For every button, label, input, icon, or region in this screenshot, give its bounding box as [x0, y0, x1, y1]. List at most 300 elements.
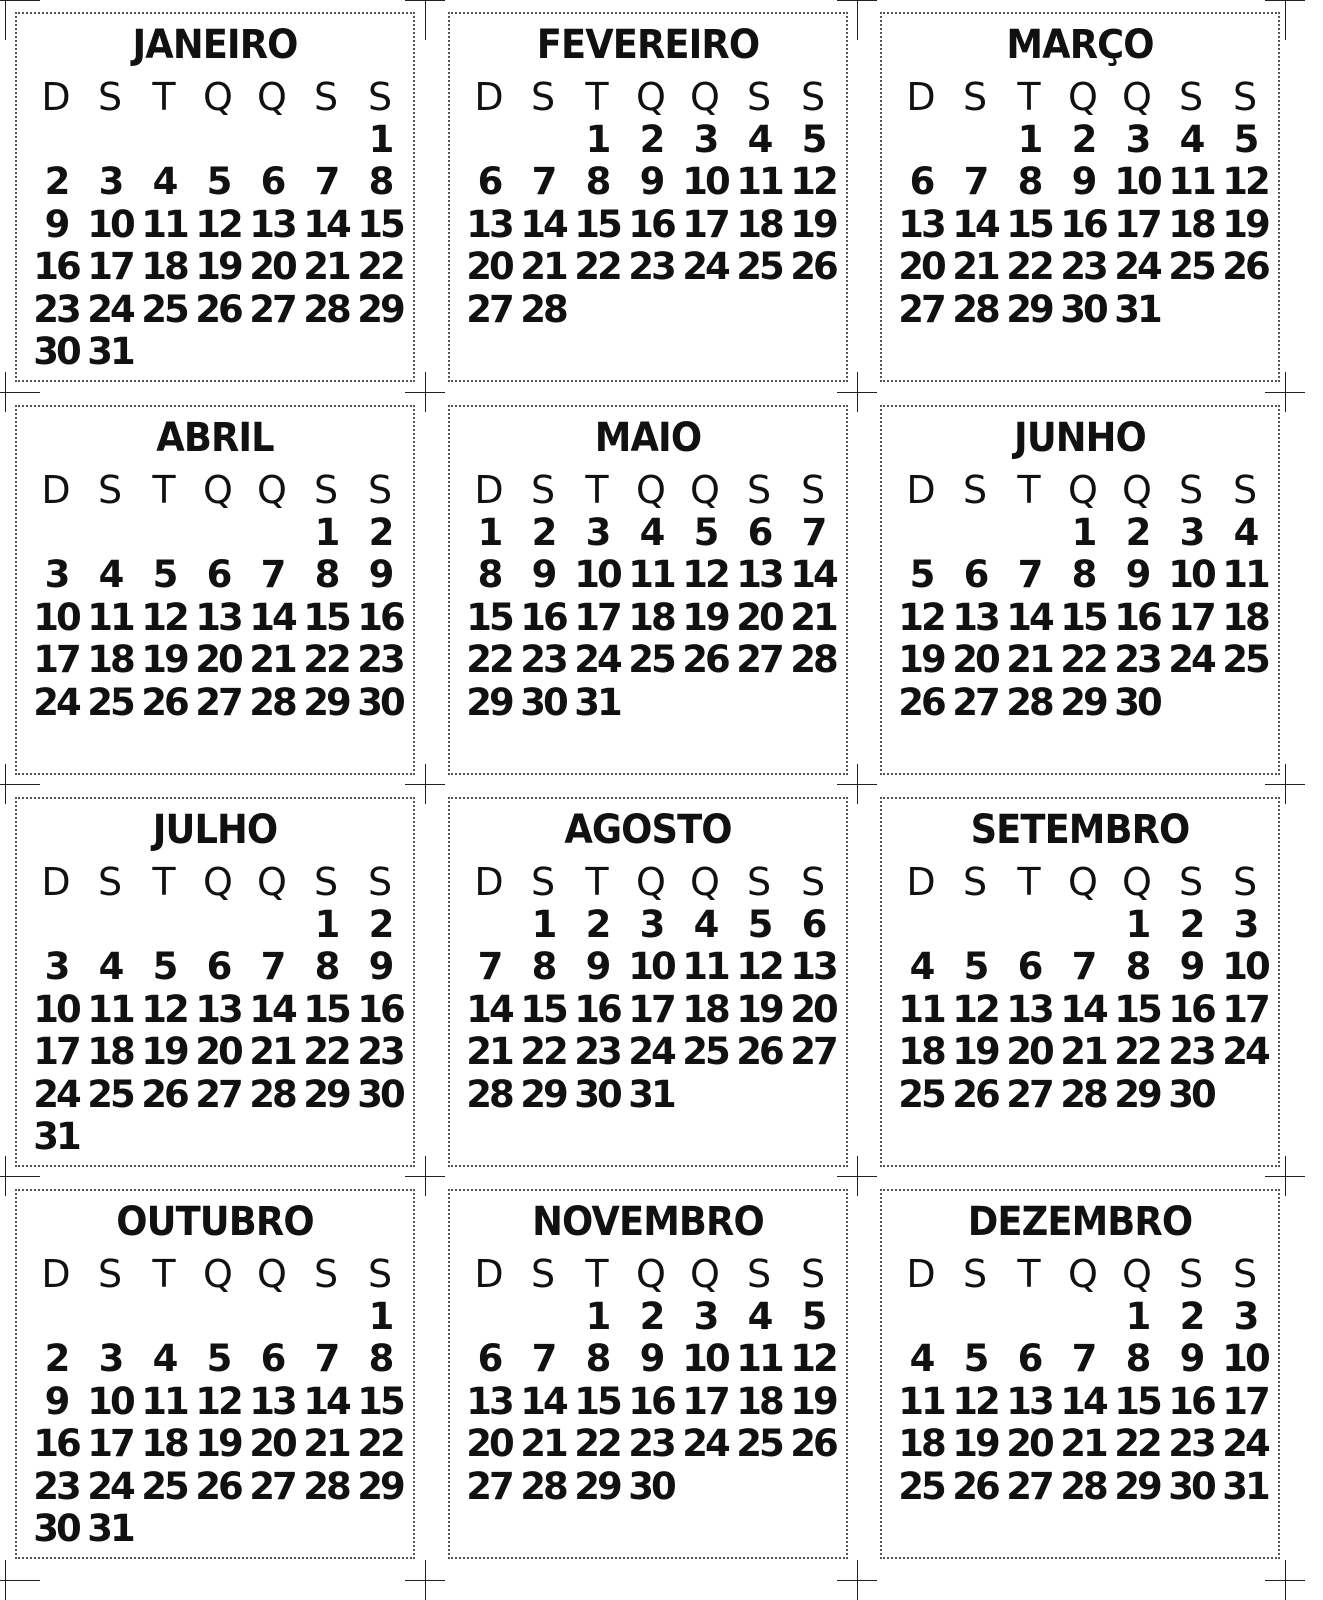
weekday-header: T: [152, 468, 176, 513]
week-row: [29, 946, 401, 989]
weekday-header: S: [1232, 1252, 1258, 1297]
weekday-header: S: [1178, 1252, 1204, 1297]
day-grid: [894, 76, 1266, 331]
month-title: JANEIRO: [132, 22, 298, 68]
day-cell: 25: [141, 1464, 187, 1508]
day-cell: 12: [736, 945, 782, 989]
day-cell: 3: [1125, 117, 1149, 161]
week-row: [462, 1338, 834, 1381]
day-cell: 9: [44, 1379, 68, 1423]
day-cell: 15: [1006, 202, 1052, 246]
day-cell: 11: [141, 202, 187, 246]
week-row: [894, 989, 1266, 1032]
day-cell: 18: [141, 1422, 187, 1466]
crop-mark: [0, 392, 40, 393]
crop-mark: [857, 372, 858, 412]
weekday-header: Q: [690, 468, 720, 513]
day-cell: 16: [520, 595, 566, 639]
day-cell: 22: [303, 1030, 349, 1074]
day-cell: 20: [1006, 1422, 1052, 1466]
day-cell: 4: [152, 1337, 176, 1381]
day-cell: 14: [466, 987, 512, 1031]
day-cell: 19: [736, 987, 782, 1031]
weekday-header: S: [1178, 75, 1204, 120]
day-cell: 24: [1114, 245, 1160, 289]
day-cell: 8: [1071, 553, 1095, 597]
day-cell: 9: [1179, 945, 1203, 989]
day-cell: 22: [574, 245, 620, 289]
weekday-header: Q: [203, 75, 233, 120]
day-cell: 26: [790, 245, 836, 289]
day-cell: 31: [87, 1507, 133, 1551]
week-row: [894, 639, 1266, 682]
day-cell: 9: [639, 160, 663, 204]
day-cell: 10: [1114, 160, 1160, 204]
day-cell: 6: [260, 160, 284, 204]
day-cell: 4: [693, 902, 717, 946]
week-row: [29, 904, 401, 947]
day-cell: 3: [639, 902, 663, 946]
day-cell: 13: [195, 987, 241, 1031]
day-cell: 7: [801, 510, 825, 554]
day-cell: 18: [628, 595, 674, 639]
day-cell: 14: [249, 595, 295, 639]
weekday-header: D: [906, 468, 936, 513]
weekday-header: S: [97, 468, 123, 513]
day-cell: 11: [898, 1379, 944, 1423]
day-cell: 6: [477, 160, 501, 204]
weekday-header: S: [962, 75, 988, 120]
day-cell: 4: [639, 510, 663, 554]
day-cell: 24: [574, 638, 620, 682]
weekday-header: D: [906, 1252, 936, 1297]
day-cell: 21: [303, 1422, 349, 1466]
day-cell: 7: [260, 945, 284, 989]
day-cell: 7: [531, 1337, 555, 1381]
weekday-header: D: [41, 1252, 71, 1297]
day-cell: 13: [790, 945, 836, 989]
day-cell: 28: [249, 680, 295, 724]
day-cell: 26: [736, 1030, 782, 1074]
day-cell: 9: [368, 553, 392, 597]
day-cell: 16: [357, 595, 403, 639]
day-cell: 27: [195, 680, 241, 724]
day-cell: 28: [303, 1464, 349, 1508]
weekday-header: S: [97, 860, 123, 905]
day-cell: 25: [141, 287, 187, 331]
weekday-header: D: [41, 860, 71, 905]
day-cell: 11: [682, 945, 728, 989]
day-cell: 9: [1071, 160, 1095, 204]
day-cell: 18: [1168, 202, 1214, 246]
day-cell: 27: [466, 287, 512, 331]
day-cell: 26: [952, 1464, 998, 1508]
day-cell: 5: [1233, 117, 1257, 161]
weekday-header: S: [367, 75, 393, 120]
day-cell: 10: [87, 1379, 133, 1423]
weekday-header-row: [462, 1253, 834, 1296]
weekday-header: D: [41, 75, 71, 120]
weekday-header-row: [462, 469, 834, 512]
day-cell: 10: [33, 595, 79, 639]
week-row: [29, 119, 401, 162]
weekday-header: S: [800, 75, 826, 120]
day-cell: 21: [249, 1030, 295, 1074]
crop-mark: [5, 764, 6, 804]
weekday-header: T: [152, 75, 176, 120]
day-cell: 8: [1125, 945, 1149, 989]
weekday-header: S: [530, 468, 556, 513]
day-cell: 23: [1114, 638, 1160, 682]
day-cell: 15: [520, 987, 566, 1031]
day-cell: 30: [357, 1072, 403, 1116]
day-cell: 13: [466, 202, 512, 246]
month-title: ABRIL: [156, 415, 274, 461]
day-cell: 11: [1222, 553, 1268, 597]
day-cell: 3: [44, 945, 68, 989]
weekday-header: T: [152, 1252, 176, 1297]
weekday-header-row: [894, 1253, 1266, 1296]
day-cell: 12: [898, 595, 944, 639]
day-cell: 1: [1017, 117, 1041, 161]
day-cell: 8: [531, 945, 555, 989]
day-grid: [462, 76, 834, 331]
month-card-3: [880, 12, 1280, 382]
week-row: [462, 989, 834, 1032]
day-cell: 3: [44, 553, 68, 597]
day-cell: 28: [520, 287, 566, 331]
day-cell: 2: [44, 160, 68, 204]
day-cell: 24: [1222, 1030, 1268, 1074]
day-cell: 27: [195, 1072, 241, 1116]
day-cell: 1: [1125, 902, 1149, 946]
day-cell: 6: [909, 160, 933, 204]
day-cell: 31: [87, 330, 133, 374]
day-cell: 27: [1006, 1072, 1052, 1116]
day-grid: [894, 1253, 1266, 1508]
day-cell: 10: [682, 1337, 728, 1381]
day-cell: 27: [249, 1464, 295, 1508]
month-title: SETEMBRO: [970, 807, 1190, 853]
day-cell: 16: [574, 987, 620, 1031]
day-cell: 25: [87, 1072, 133, 1116]
weekday-header-row: [462, 76, 834, 119]
weekday-header: Q: [257, 1252, 287, 1297]
day-cell: 29: [520, 1072, 566, 1116]
weekday-header: D: [474, 75, 504, 120]
weekday-header: Q: [1122, 860, 1152, 905]
weekday-header: S: [1178, 860, 1204, 905]
day-grid: [894, 469, 1266, 724]
weekday-header: Q: [636, 75, 666, 120]
day-cell: 28: [1006, 680, 1052, 724]
day-cell: 24: [87, 1464, 133, 1508]
day-cell: 8: [368, 160, 392, 204]
day-cell: 3: [1233, 902, 1257, 946]
day-cell: 29: [1060, 680, 1106, 724]
day-cell: 21: [520, 1422, 566, 1466]
weekday-header: D: [906, 860, 936, 905]
day-cell: 27: [952, 680, 998, 724]
crop-mark: [425, 1156, 426, 1196]
day-cell: 5: [152, 553, 176, 597]
day-cell: 20: [736, 595, 782, 639]
day-cell: 21: [520, 245, 566, 289]
day-cell: 10: [87, 202, 133, 246]
week-row: [29, 512, 401, 555]
week-row: [894, 554, 1266, 597]
day-cell: 21: [1006, 638, 1052, 682]
day-grid: [29, 469, 401, 724]
week-row: [894, 246, 1266, 289]
week-row: [29, 989, 401, 1032]
day-cell: 29: [466, 680, 512, 724]
day-cell: 16: [1114, 595, 1160, 639]
day-cell: 5: [206, 160, 230, 204]
day-cell: 13: [249, 1379, 295, 1423]
day-cell: 8: [368, 1337, 392, 1381]
day-cell: 29: [574, 1464, 620, 1508]
day-cell: 20: [249, 1422, 295, 1466]
day-cell: 10: [682, 160, 728, 204]
crop-mark: [1285, 1560, 1286, 1600]
day-cell: 31: [628, 1072, 674, 1116]
day-cell: 5: [152, 945, 176, 989]
day-cell: 30: [520, 680, 566, 724]
day-cell: 15: [1114, 1379, 1160, 1423]
day-cell: 5: [206, 1337, 230, 1381]
day-cell: 14: [520, 202, 566, 246]
day-cell: 18: [141, 245, 187, 289]
week-row: [29, 1031, 401, 1074]
day-cell: 25: [898, 1464, 944, 1508]
day-cell: 12: [195, 202, 241, 246]
day-cell: 10: [33, 987, 79, 1031]
day-cell: 10: [574, 553, 620, 597]
week-row: [462, 119, 834, 162]
day-cell: 19: [1222, 202, 1268, 246]
day-cell: 2: [639, 117, 663, 161]
month-card-8: [448, 797, 848, 1167]
day-cell: 16: [628, 202, 674, 246]
day-cell: 4: [747, 117, 771, 161]
weekday-header-row: [894, 861, 1266, 904]
day-cell: 4: [152, 160, 176, 204]
week-row: [894, 1466, 1266, 1509]
weekday-header-row: [894, 76, 1266, 119]
day-cell: 31: [574, 680, 620, 724]
day-cell: 20: [195, 1030, 241, 1074]
day-cell: 25: [1168, 245, 1214, 289]
day-cell: 23: [628, 245, 674, 289]
day-grid: [29, 1253, 401, 1551]
crop-mark: [425, 372, 426, 412]
day-cell: 31: [1114, 287, 1160, 331]
day-cell: 26: [1222, 245, 1268, 289]
day-cell: 18: [87, 1030, 133, 1074]
week-row: [462, 639, 834, 682]
day-grid: [894, 861, 1266, 1116]
day-cell: 22: [303, 638, 349, 682]
day-cell: 9: [368, 945, 392, 989]
day-cell: 4: [98, 553, 122, 597]
month-title: AGOSTO: [564, 807, 732, 853]
day-cell: 1: [585, 1294, 609, 1338]
week-row: [462, 554, 834, 597]
weekday-header: T: [152, 860, 176, 905]
day-cell: 11: [736, 1337, 782, 1381]
day-cell: 14: [303, 202, 349, 246]
week-row: [462, 512, 834, 555]
month-title: OUTUBRO: [116, 1199, 314, 1245]
day-cell: 13: [898, 202, 944, 246]
day-cell: 14: [249, 987, 295, 1031]
week-row: [462, 246, 834, 289]
weekday-header-row: [29, 861, 401, 904]
day-cell: 13: [466, 1379, 512, 1423]
week-row: [29, 1381, 401, 1424]
weekday-header: T: [1017, 860, 1041, 905]
day-cell: 5: [801, 117, 825, 161]
weekday-header: S: [530, 1252, 556, 1297]
day-cell: 8: [1017, 160, 1041, 204]
day-cell: 16: [1168, 987, 1214, 1031]
day-cell: 17: [87, 245, 133, 289]
day-cell: 5: [963, 945, 987, 989]
day-cell: 25: [736, 1422, 782, 1466]
day-cell: 13: [952, 595, 998, 639]
day-cell: 20: [952, 638, 998, 682]
day-cell: 27: [790, 1030, 836, 1074]
week-row: [29, 1074, 401, 1117]
week-row: [29, 639, 401, 682]
day-cell: 11: [1168, 160, 1214, 204]
crop-mark: [857, 764, 858, 804]
weekday-header: S: [97, 75, 123, 120]
day-cell: 17: [1222, 987, 1268, 1031]
week-row: [29, 161, 401, 204]
weekday-header: S: [800, 860, 826, 905]
day-cell: 12: [141, 987, 187, 1031]
day-cell: 20: [466, 245, 512, 289]
month-card-12: [880, 1189, 1280, 1559]
day-cell: 9: [1125, 553, 1149, 597]
weekday-header: Q: [1068, 468, 1098, 513]
day-cell: 2: [368, 510, 392, 554]
day-cell: 26: [195, 1464, 241, 1508]
month-card-7: [15, 797, 415, 1167]
week-row: [894, 597, 1266, 640]
weekday-header: S: [962, 1252, 988, 1297]
day-cell: 12: [790, 160, 836, 204]
weekday-header: Q: [690, 860, 720, 905]
week-row: [462, 1296, 834, 1339]
day-cell: 17: [682, 202, 728, 246]
day-cell: 22: [357, 1422, 403, 1466]
weekday-header: S: [1232, 860, 1258, 905]
weekday-header: Q: [1068, 1252, 1098, 1297]
weekday-header: Q: [1068, 75, 1098, 120]
day-cell: 22: [357, 245, 403, 289]
day-cell: 16: [628, 1379, 674, 1423]
day-cell: 24: [1222, 1422, 1268, 1466]
day-cell: 6: [206, 553, 230, 597]
crop-mark: [1285, 764, 1286, 804]
day-cell: 27: [249, 287, 295, 331]
month-card-9: [880, 797, 1280, 1167]
month-card-6: [880, 405, 1280, 775]
weekday-header: S: [962, 860, 988, 905]
day-cell: 8: [477, 553, 501, 597]
day-cell: 15: [357, 202, 403, 246]
day-cell: 10: [1222, 1337, 1268, 1381]
month-title: FEVEREIRO: [536, 22, 760, 68]
day-cell: 12: [952, 987, 998, 1031]
week-row: [894, 204, 1266, 247]
day-cell: 15: [303, 595, 349, 639]
day-cell: 18: [898, 1422, 944, 1466]
day-cell: 25: [682, 1030, 728, 1074]
day-cell: 15: [574, 1379, 620, 1423]
day-cell: 19: [952, 1422, 998, 1466]
day-cell: 27: [1006, 1464, 1052, 1508]
crop-mark: [0, 1580, 40, 1581]
weekday-header: S: [800, 468, 826, 513]
week-row: [462, 1381, 834, 1424]
day-cell: 25: [898, 1072, 944, 1116]
day-cell: 9: [639, 1337, 663, 1381]
day-cell: 11: [628, 553, 674, 597]
day-cell: 22: [1114, 1030, 1160, 1074]
crop-mark: [857, 1560, 858, 1600]
month-title: DEZEMBRO: [967, 1199, 1193, 1245]
weekday-header: S: [367, 1252, 393, 1297]
weekday-header: T: [585, 75, 609, 120]
day-cell: 28: [952, 287, 998, 331]
day-cell: 14: [790, 553, 836, 597]
day-cell: 26: [952, 1072, 998, 1116]
day-cell: 23: [628, 1422, 674, 1466]
day-cell: 6: [747, 510, 771, 554]
day-cell: 12: [141, 595, 187, 639]
week-row: [29, 1338, 401, 1381]
day-cell: 3: [585, 510, 609, 554]
day-cell: 23: [357, 1030, 403, 1074]
week-row: [894, 682, 1266, 725]
week-row: [462, 597, 834, 640]
day-cell: 12: [790, 1337, 836, 1381]
month-title: MARÇO: [1006, 22, 1154, 68]
day-cell: 19: [141, 1030, 187, 1074]
day-cell: 15: [1060, 595, 1106, 639]
month-title: JULHO: [152, 807, 278, 853]
crop-mark: [0, 0, 40, 1]
weekday-header: S: [530, 75, 556, 120]
day-cell: 13: [1006, 1379, 1052, 1423]
day-cell: 2: [1179, 902, 1203, 946]
day-cell: 17: [33, 1030, 79, 1074]
day-cell: 2: [368, 902, 392, 946]
week-row: [462, 1031, 834, 1074]
day-cell: 19: [141, 638, 187, 682]
crop-mark: [0, 1176, 40, 1177]
crop-mark: [857, 0, 858, 40]
weekday-header: S: [746, 1252, 772, 1297]
week-row: [894, 1031, 1266, 1074]
day-cell: 6: [477, 1337, 501, 1381]
day-cell: 22: [520, 1030, 566, 1074]
weekday-header: Q: [690, 75, 720, 120]
